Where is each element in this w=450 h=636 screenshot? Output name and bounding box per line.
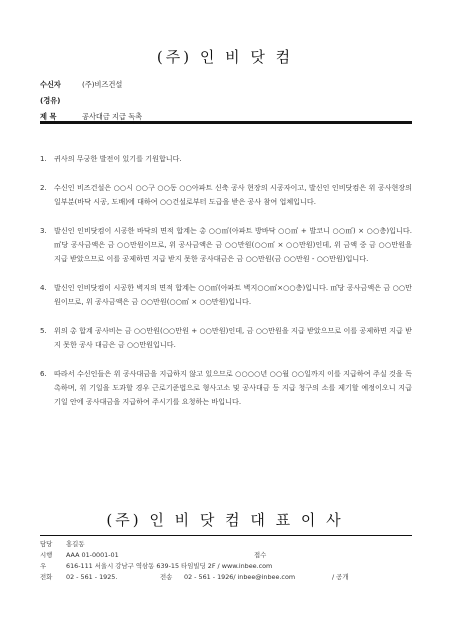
paragraph-4 bbox=[40, 281, 412, 309]
manager-row bbox=[40, 538, 420, 549]
public-label: / 공개 bbox=[332, 573, 349, 581]
paragraph-number: 2. bbox=[40, 183, 47, 192]
via-row bbox=[40, 93, 420, 109]
recipient-value: (주)비즈건설 bbox=[82, 80, 123, 89]
fax-label: 전송 bbox=[160, 573, 173, 581]
doc-row bbox=[40, 549, 420, 560]
address-value: 616-111 서울시 강남구 역삼동 639-15 타임빌딩 2F / www.inbee.com bbox=[66, 562, 273, 570]
recipient-row bbox=[40, 77, 420, 93]
paragraph-2 bbox=[40, 181, 412, 209]
sender-signature-title: (주) 인 비 닷 컴 대 표 이 사 bbox=[106, 511, 344, 529]
header-divider bbox=[40, 121, 412, 124]
paragraph-text: 발신인 인비닷컴이 시공한 바닥의 면적 합계는 총 ○○㎡(아파트 방바닥 ○○㎡ + 발코니 ○○㎡) × ○○층)입니다. ㎡당 공사금액은 금 ○○만원이므로, 위 공사금액은 금 ○○만원(○○㎡ × ○○만원)인데, 위 금액 중 금 ○○만원을 지급 받았으므로 이를 공제하면 지급 받지 못한 공사대금은 금 ○○만원(금 ○○만원 - ○○만원)입니다. bbox=[54, 226, 412, 263]
phone-row bbox=[40, 571, 420, 582]
address-row bbox=[40, 560, 420, 571]
document-title: (주) 인 비 닷 컴 bbox=[156, 48, 294, 66]
fax-value: 02 - 561 - 1926/ inbee@inbee.com bbox=[184, 572, 296, 581]
doc-value: AAA 01-0001-01 bbox=[66, 550, 119, 559]
footer-divider bbox=[40, 535, 412, 536]
paragraph-number: 4. bbox=[40, 283, 47, 292]
paragraph-number: 5. bbox=[40, 326, 47, 335]
document-meta bbox=[40, 77, 420, 125]
paragraph-1 bbox=[40, 152, 412, 166]
manager-label: 담당 bbox=[40, 540, 53, 548]
doc-label: 시행 bbox=[40, 551, 53, 559]
manager-value: 홍길동 bbox=[66, 540, 85, 548]
paragraph-text: 발신인 인비닷컴이 시공한 벽지의 면적 합계는 ○○㎡(아파트 벽지○○㎡×○○층)입니다. ㎡당 공사금액은 금 ○○만원이므로, 위 공사금액은 금 ○○만원(○○㎡ × ○○만원)입니다. bbox=[54, 283, 412, 306]
paragraph-text: 위의 총 합계 공사비는 금 ○○만원(○○만원 + ○○만원)인데, 금 ○○만원을 지급 받았으므로 이를 공제하면 지급 받지 못한 공사 대금은 금 ○○만원입니다. bbox=[54, 326, 412, 349]
paragraph-text: 수신인 비즈건설은 ○○시 ○○구 ○○동 ○○아파트 신축 공사 현장의 시공자이고, 발신인 인비닷컴은 위 공사현장의 일부분(바닥 시공, 도배)에 대하여 ○○건설로부터 도급을 받은 공사 참여 업체입니다. bbox=[54, 183, 412, 206]
paragraph-6 bbox=[40, 367, 412, 409]
letter-body bbox=[40, 152, 412, 424]
via-label: (경유) bbox=[40, 96, 61, 105]
phone-value: 02 - 561 - 1925. bbox=[66, 572, 118, 581]
paragraph-text: 귀사의 무궁한 발전이 있기를 기원합니다. bbox=[54, 154, 182, 163]
address-label: 우 bbox=[40, 562, 47, 570]
paragraph-3 bbox=[40, 224, 412, 266]
subject-value: 공사대금 지급 독촉 bbox=[82, 112, 143, 121]
phone-label: 전화 bbox=[40, 573, 53, 581]
receipt-label: 접수 bbox=[254, 551, 267, 559]
paragraph-text: 따라서 수신인들은 위 공사대금을 지급하지 않고 있으므로 ○○○○년 ○○월 ○○일까지 이를 지급하여 주실 것을 독촉하며, 위 기일을 도과할 경우 근로기준법으로 형사고소 및 공사대금 등 지급 청구의 소를 제기할 예정이오니 지급기일 안에 공사대금을 지급하여 주시기를 요청하는 바입니다. bbox=[54, 369, 412, 406]
paragraph-5 bbox=[40, 324, 412, 352]
paragraph-number: 1. bbox=[40, 154, 47, 163]
recipient-label: 수신자 bbox=[40, 80, 61, 89]
contact-block bbox=[40, 538, 420, 582]
subject-label: 제 목 bbox=[40, 112, 57, 121]
paragraph-number: 6. bbox=[40, 369, 47, 378]
paragraph-number: 3. bbox=[40, 226, 47, 235]
